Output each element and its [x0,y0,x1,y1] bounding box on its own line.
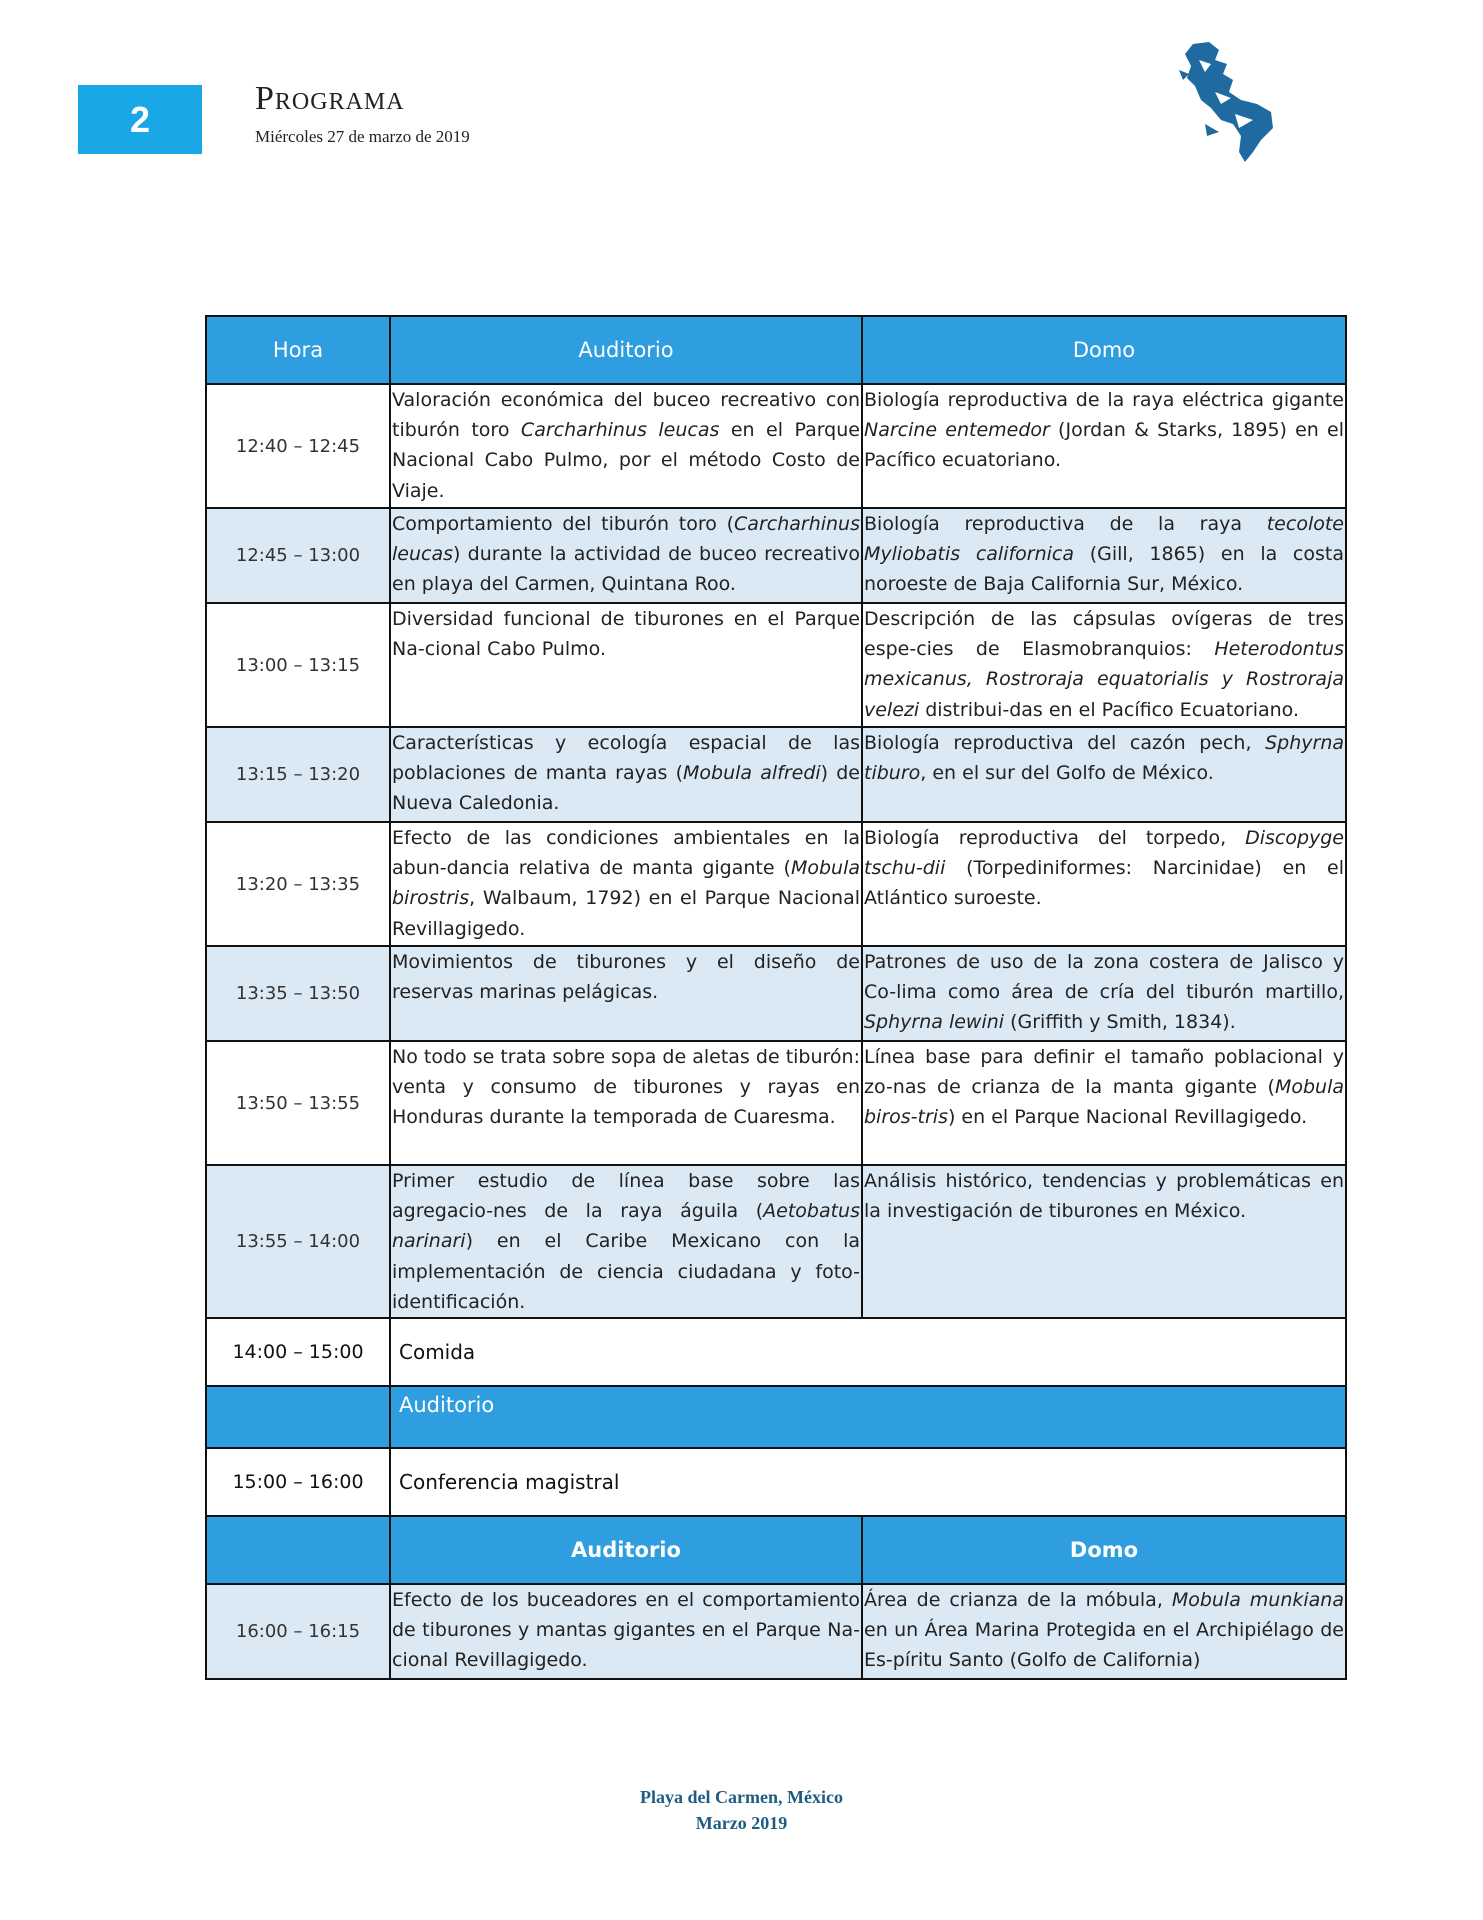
page-date: Miércoles 27 de marzo de 2019 [255,127,470,146]
domo-talk [862,1041,1346,1165]
table-row [206,822,1346,946]
auditorio-talk [390,727,862,822]
talk-text: Primer estudio de línea base sobre las agregacio-nes de la raya águila ( [392,1170,860,1223]
auditorio-talk [390,1165,862,1318]
header-empty [206,1516,390,1584]
talk-text: Biología reproductiva de la raya eléctrica gigante [864,389,1344,411]
table-header-row [206,316,1346,384]
time-slot: 15:00 – 16:00 [206,1448,390,1516]
band-auditorio-label: Auditorio [390,1386,1346,1448]
talk-text: ) en el Parque Nacional Revillagigedo. [947,1106,1308,1129]
species-name: Mobula biros-tris [864,1076,1344,1129]
talk-text: Efecto de los buceadores en el comportamiento de tiburones y mantas gigantes en el Parque Na-cional Revillagigedo. [392,1589,860,1672]
time-slot: 13:15 – 13:20 [206,727,390,822]
footer-date: Marzo 2019 [695,1813,788,1833]
talk-text: distribui-das en el Pacífico Ecuatoriano. [919,698,1299,721]
table-row [206,727,1346,822]
species-name: Aetobatus narinari [392,1200,860,1253]
species-name: Sphyrna tiburo [864,732,1344,785]
domo-talk [862,946,1346,1041]
time-slot: 13:00 – 13:15 [206,603,390,727]
time-slot: 13:20 – 13:35 [206,822,390,946]
americas-sharks-logo-icon [1175,40,1285,165]
talk-text: ) durante la actividad de buceo recreativo en playa del Carmen, Quintana Roo. [392,543,860,596]
table-row [206,1041,1346,1165]
talk-text: Diversidad funcional de tiburones en el Parque Na-cional Cabo Pulmo. [392,608,860,661]
talk-text: Patrones de uso de la zona costera de Jalisco y Co-lima como área de cría del tiburón martillo, [864,951,1344,1004]
species-name: Carcharhinus leucas [520,419,720,442]
talk-text: ) en el Caribe Mexicano con la implementación de ciencia ciudadana y foto-identificación. [392,1230,860,1313]
talk-text: (Griffith y Smith, 1834). [1004,1011,1236,1034]
talk-text: (Gill, 1865) en la costa noroeste de Baja California Sur, México. [864,543,1344,596]
species-name: Heterodontus mexicanus, Rostroraja equatorialis y Rostroraja velezi [864,638,1344,721]
table-row [206,1165,1346,1318]
time-slot: 14:00 – 15:00 [206,1318,390,1386]
talk-text: Área de crianza de la móbula, [864,1589,1172,1612]
header-auditorio: Auditorio [390,316,862,384]
talk-text: ) de Nueva Caledonia. [392,762,860,815]
domo-talk [862,603,1346,727]
table-header-row-2 [206,1516,1346,1584]
talk-text: Biología reproductiva del torpedo, [864,827,1246,849]
talk-text: (Torpediniformes: Narcinidae) en el Atlántico suroeste. [864,857,1344,910]
domo-talk [862,384,1346,508]
talk-text: en un Área Marina Protegida en el Archipiélago de Es-píritu Santo (Golfo de California) [864,1619,1344,1672]
time-slot: 13:35 – 13:50 [206,946,390,1041]
talk-text: (Jordan & Starks, 1895) en el Pacífico ecuatoriano. [864,419,1344,472]
species-name: Mobula munkiana [1171,1589,1344,1612]
venue-band-row [206,1386,1346,1448]
domo-talk [862,1584,1346,1679]
talk-text: Línea base para definir el tamaño poblacional y zo-nas de crianza de la manta gigante ( [864,1046,1344,1099]
header-hora: Hora [206,316,390,384]
talk-text: Biología reproductiva del cazón pech, [864,732,1266,754]
lunch-row [206,1318,1346,1386]
talk-text: , Walbaum, 1792) en el Parque Nacional Revillagigedo. [392,887,860,940]
page-number-badge: 2 [78,85,202,154]
table-row [206,384,1346,508]
header-auditorio-2: Auditorio [390,1516,862,1584]
page-title: Programa [255,80,405,117]
time-slot: 13:55 – 14:00 [206,1165,390,1318]
domo-talk [862,822,1346,946]
species-name: tecolote Myliobatis californica [864,513,1344,566]
talk-text: Biología reproductiva de la raya [864,513,1267,535]
talk-text: , en el sur del Golfo de México. [920,762,1214,785]
species-name: Mobula alfredi [683,762,821,785]
talk-text: en el Parque Nacional Cabo Pulmo, por el método Costo de Viaje. [392,419,860,502]
talk-text: Comportamiento del tiburón toro ( [392,513,735,535]
header-domo-2: Domo [862,1516,1346,1584]
domo-talk [862,727,1346,822]
time-slot: 16:00 – 16:15 [206,1584,390,1679]
auditorio-talk [390,1041,862,1165]
auditorio-talk [390,822,862,946]
table-row [206,1584,1346,1679]
species-name: Carcharhinus leucas [392,513,860,566]
domo-talk [862,508,1346,603]
species-name: Narcine entemedor [864,419,1050,442]
talk-text: Movimientos de tiburones y el diseño de reservas marinas pelágicas. [392,951,860,1004]
talk-text: Efecto de las condiciones ambientales en la abun-dancia relativa de manta gigante ( [392,827,860,880]
talk-text: No todo se trata sobre sopa de aletas de tiburón: venta y consumo de tiburones y rayas en Honduras durante la temporada de Cuaresma. [392,1046,860,1129]
auditorio-talk [390,508,862,603]
time-slot: 13:50 – 13:55 [206,1041,390,1165]
table-row [206,603,1346,727]
species-name: Discopyge tschu-dii [864,827,1344,880]
schedule-table [205,315,1347,1680]
auditorio-talk [390,946,862,1041]
time-slot: 12:40 – 12:45 [206,384,390,508]
talk-text: Valoración económica del buceo recreativo con tiburón toro [392,389,860,442]
species-name: Sphyrna lewini [864,1011,1005,1034]
table-row [206,946,1346,1041]
auditorio-talk [390,1584,862,1679]
keynote-label: Conferencia magistral [390,1448,1346,1516]
talk-text: Descripción de las cápsulas ovígeras de tres espe-cies de Elasmobranquios: [864,608,1344,661]
footer-location: Playa del Carmen, México [640,1787,843,1807]
header-domo: Domo [862,316,1346,384]
domo-talk [862,1165,1346,1318]
lunch-label: Comida [390,1318,1346,1386]
species-name: Mobula birostris [392,857,860,910]
talk-text: Características y ecología espacial de las poblaciones de manta rayas ( [392,732,860,785]
talk-text: Análisis histórico, tendencias y problemáticas en la investigación de tiburones en México. [864,1170,1344,1223]
table-row [206,508,1346,603]
time-slot: 12:45 – 13:00 [206,508,390,603]
keynote-row [206,1448,1346,1516]
auditorio-talk [390,603,862,727]
auditorio-talk [390,384,862,508]
band-empty-cell [206,1386,390,1448]
